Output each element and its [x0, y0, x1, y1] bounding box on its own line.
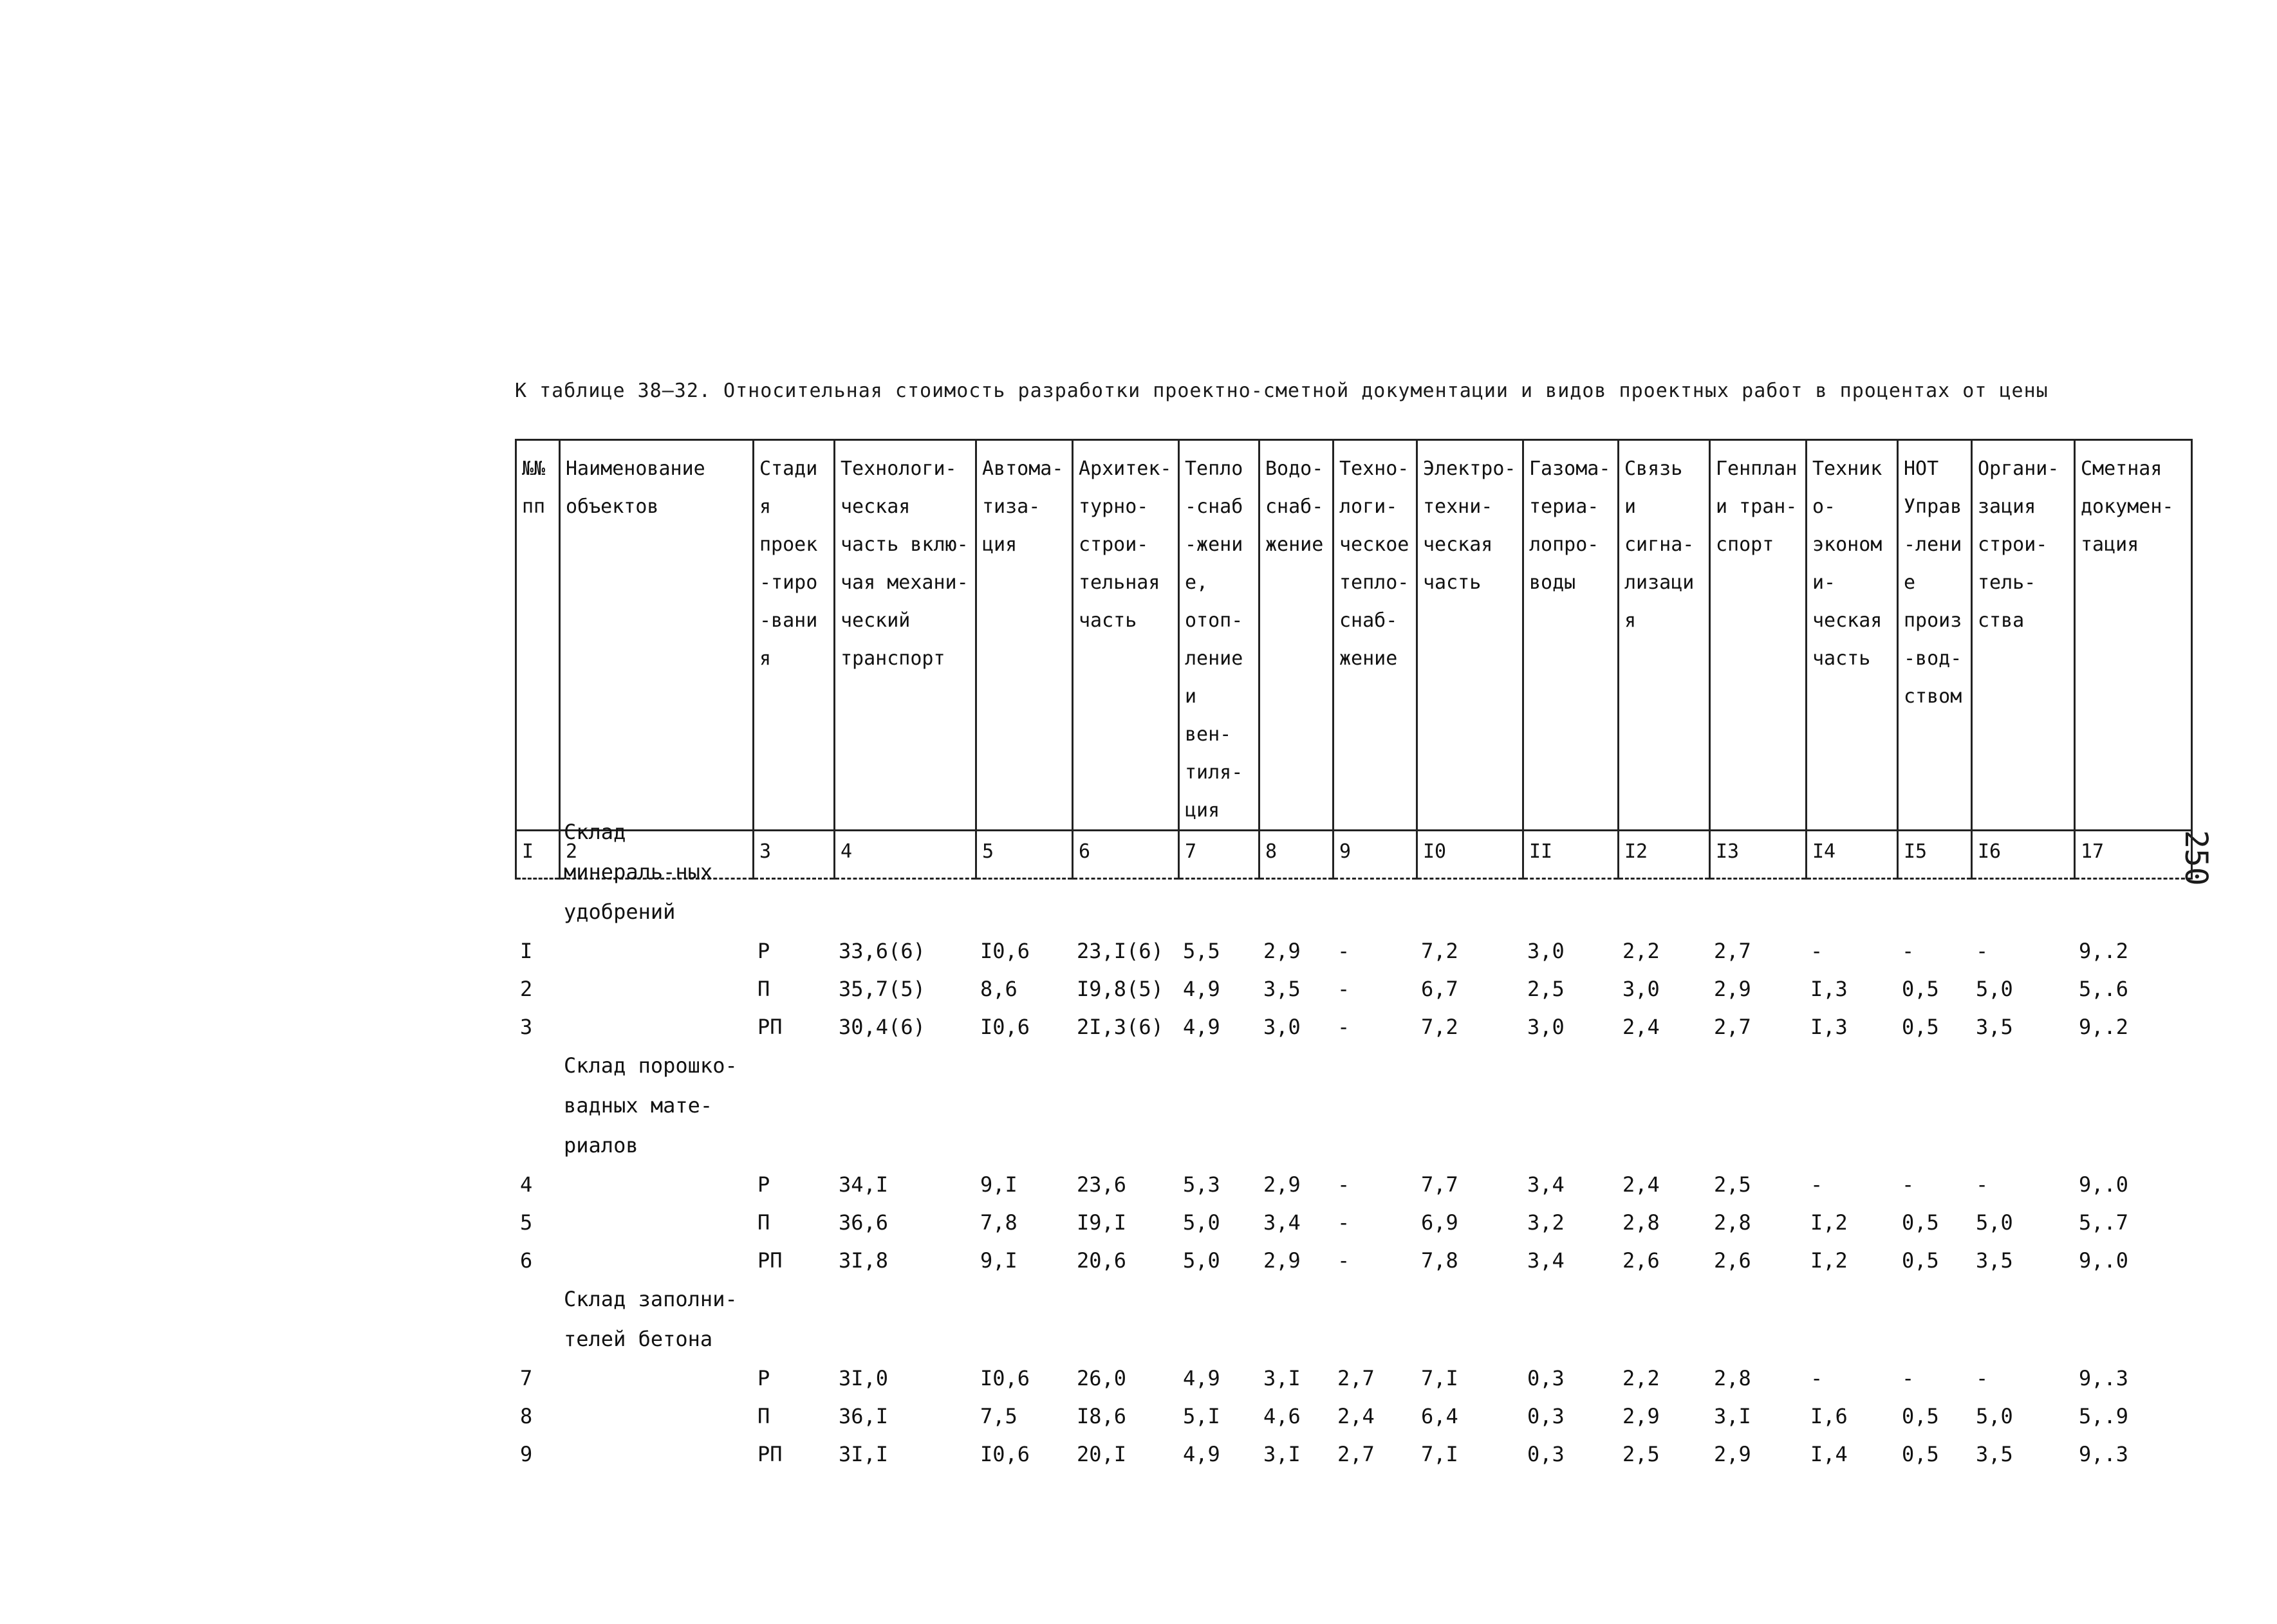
- value-cell: 2,5: [1527, 976, 1565, 1001]
- value-cell: 34,I: [839, 1172, 889, 1197]
- table-row: [515, 970, 2191, 1008]
- value-cell: 30,4(6): [839, 1014, 925, 1039]
- value-cell: 35,7(5): [839, 976, 925, 1001]
- value-cell: I0,6: [980, 1014, 1030, 1039]
- value-cell: 6,7: [1421, 976, 1458, 1001]
- value-cell: 0,5: [1902, 976, 1939, 1001]
- col-header-8: Водо-снаб-жение: [1259, 440, 1334, 831]
- value-cell: 4,6: [1263, 1403, 1301, 1428]
- value-cell: 5,5: [1183, 938, 1220, 963]
- value-cell: 9,.3: [2079, 1441, 2129, 1466]
- col-number-2: 2: [560, 831, 754, 879]
- table-row: [515, 1241, 2191, 1279]
- value-cell: 7,7: [1421, 1172, 1458, 1197]
- stage-cell: РП: [757, 1441, 783, 1466]
- col-number-11: II: [1523, 831, 1619, 879]
- value-cell: -: [1337, 1014, 1350, 1039]
- value-cell: 2,7: [1337, 1365, 1375, 1390]
- value-cell: 3,4: [1527, 1248, 1565, 1273]
- value-cell: -: [1976, 1172, 1989, 1197]
- value-cell: 5,.6: [2079, 976, 2129, 1001]
- data-table: [515, 812, 2191, 1473]
- col-header-11: Газома-териа-лопро-воды: [1523, 440, 1619, 831]
- stage-cell: П: [757, 1210, 770, 1235]
- table-row: [515, 1435, 2191, 1473]
- col-header-6: Архитек-турно-строи-тельная часть: [1073, 440, 1179, 831]
- object-name-cell: [559, 1008, 752, 1046]
- value-cell: 5,0: [1183, 1210, 1220, 1235]
- value-cell: 0,5: [1902, 1248, 1939, 1273]
- col-number-16: I6: [1972, 831, 2075, 879]
- value-cell: 5,.9: [2079, 1403, 2129, 1428]
- group-heading-row: [515, 1046, 2191, 1165]
- value-cell: 2,9: [1263, 1248, 1301, 1273]
- value-cell: 5,0: [1976, 1403, 2013, 1428]
- value-cell: I,3: [1810, 1014, 1848, 1039]
- value-cell: 0,3: [1527, 1441, 1565, 1466]
- value-cell: 3,4: [1263, 1210, 1301, 1235]
- value-cell: 9,.2: [2079, 1014, 2129, 1039]
- row-number: 8: [520, 1403, 533, 1428]
- col-number-10: I0: [1417, 831, 1523, 879]
- value-cell: -: [1337, 1248, 1350, 1273]
- stage-cell: Р: [757, 1172, 770, 1197]
- col-number-8: 8: [1259, 831, 1334, 879]
- value-cell: 3,0: [1527, 938, 1565, 963]
- col-number-14: I4: [1807, 831, 1898, 879]
- value-cell: 2,7: [1714, 1014, 1751, 1039]
- value-cell: 5,0: [1976, 1210, 2013, 1235]
- value-cell: I,2: [1810, 1210, 1848, 1235]
- value-cell: 23,6: [1077, 1172, 1127, 1197]
- col-number-9: 9: [1334, 831, 1417, 879]
- table-row: [515, 1165, 2191, 1203]
- value-cell: 0,5: [1902, 1210, 1939, 1235]
- value-cell: 2,4: [1337, 1403, 1375, 1428]
- stage-cell: П: [757, 1403, 770, 1428]
- col-header-4: Технологи-ческая часть вклю-чая механи-ческий транспорт: [835, 440, 976, 831]
- value-cell: I,2: [1810, 1248, 1848, 1273]
- group-heading-row: [515, 1279, 2191, 1359]
- col-header-15: НОТ Управ-ление произ-вод-ством: [1898, 440, 1972, 831]
- row-number: 5: [520, 1210, 533, 1235]
- value-cell: 3,5: [1263, 976, 1301, 1001]
- value-cell: I,3: [1810, 976, 1848, 1001]
- value-cell: -: [1337, 1172, 1350, 1197]
- value-cell: 7,2: [1421, 1014, 1458, 1039]
- group-spacer: [515, 812, 559, 932]
- col-number-17: 17: [2075, 831, 2192, 879]
- table-row: [515, 1397, 2191, 1435]
- value-cell: 9,I: [980, 1248, 1018, 1273]
- value-cell: 5,0: [1976, 976, 2013, 1001]
- value-cell: I,6: [1810, 1403, 1848, 1428]
- value-cell: 9,.2: [2079, 938, 2129, 963]
- value-cell: -: [1810, 1365, 1823, 1390]
- group-name: Склад минераль-ных удобрений: [564, 820, 713, 924]
- col-number-1: I: [516, 831, 560, 879]
- value-cell: -: [1902, 1365, 1915, 1390]
- value-cell: 8,6: [980, 976, 1018, 1001]
- value-cell: 3,5: [1976, 1248, 2013, 1273]
- value-cell: 3,2: [1527, 1210, 1565, 1235]
- row-number: 4: [520, 1172, 533, 1197]
- value-cell: 23,I(6): [1077, 938, 1164, 963]
- col-header-2: Наименование объектов: [560, 440, 754, 831]
- value-cell: 3I,8: [839, 1248, 889, 1273]
- value-cell: 3,0: [1527, 1014, 1565, 1039]
- value-cell: 2,5: [1714, 1172, 1751, 1197]
- object-name-cell: [559, 970, 752, 1008]
- value-cell: 2,2: [1622, 938, 1660, 963]
- col-header-9: Техно-логи-ческое тепло-снаб-жение: [1334, 440, 1417, 831]
- value-cell: 2,2: [1622, 1365, 1660, 1390]
- value-cell: 9,.0: [2079, 1248, 2129, 1273]
- value-cell: 7,8: [1421, 1248, 1458, 1273]
- value-cell: 3I,I: [839, 1441, 889, 1466]
- value-cell: 3,4: [1527, 1172, 1565, 1197]
- value-cell: 3,5: [1976, 1014, 2013, 1039]
- value-cell: 7,8: [980, 1210, 1018, 1235]
- object-name-cell: [559, 1397, 752, 1435]
- group-row-fill: [752, 1279, 2191, 1359]
- value-cell: 2,8: [1714, 1365, 1751, 1390]
- value-cell: I0,6: [980, 938, 1030, 963]
- row-number: 3: [520, 1014, 533, 1039]
- value-cell: 5,3: [1183, 1172, 1220, 1197]
- value-cell: 4,9: [1183, 976, 1220, 1001]
- value-cell: 2,7: [1714, 938, 1751, 963]
- col-header-16: Органи-зация строи-тель-ства: [1972, 440, 2075, 831]
- col-header-5: Автома-тиза-ция: [976, 440, 1073, 831]
- col-number-15: I5: [1898, 831, 1972, 879]
- row-number: 7: [520, 1365, 533, 1390]
- value-cell: 2I,3(6): [1077, 1014, 1164, 1039]
- col-header-14: Технико-экономи-ческая часть: [1807, 440, 1898, 831]
- value-cell: 0,3: [1527, 1403, 1565, 1428]
- value-cell: 4,9: [1183, 1365, 1220, 1390]
- value-cell: 2,8: [1714, 1210, 1751, 1235]
- col-number-3: 3: [754, 831, 835, 879]
- value-cell: 0,5: [1902, 1441, 1939, 1466]
- col-header-13: Генплан и тран-спорт: [1710, 440, 1807, 831]
- stage-cell: РП: [757, 1014, 783, 1039]
- col-header-10: Электро-техни-ческая часть: [1417, 440, 1523, 831]
- col-number-12: I2: [1619, 831, 1710, 879]
- table-row: [515, 1359, 2191, 1397]
- value-cell: 5,I: [1183, 1403, 1220, 1428]
- value-cell: 2,6: [1714, 1248, 1751, 1273]
- value-cell: 2,6: [1622, 1248, 1660, 1273]
- stage-cell: РП: [757, 1248, 783, 1273]
- value-cell: 2,8: [1622, 1210, 1660, 1235]
- value-cell: -: [1810, 938, 1823, 963]
- value-cell: -: [1902, 938, 1915, 963]
- value-cell: 2,9: [1263, 938, 1301, 963]
- col-header-12: Связь и сигна-лизация: [1619, 440, 1710, 831]
- value-cell: -: [1337, 1210, 1350, 1235]
- value-cell: 2,9: [1714, 1441, 1751, 1466]
- table-row: [515, 932, 2191, 970]
- value-cell: 36,6: [839, 1210, 889, 1235]
- object-name-cell: [559, 1359, 752, 1397]
- value-cell: 2,9: [1714, 976, 1751, 1001]
- object-name-cell: [559, 1165, 752, 1203]
- value-cell: I9,I: [1077, 1210, 1127, 1235]
- col-number-6: 6: [1073, 831, 1179, 879]
- value-cell: I0,6: [980, 1365, 1030, 1390]
- header-title-row: [516, 440, 2192, 831]
- value-cell: 2,9: [1263, 1172, 1301, 1197]
- value-cell: I9,8(5): [1077, 976, 1164, 1001]
- value-cell: 2,9: [1622, 1403, 1660, 1428]
- value-cell: 33,6(6): [839, 938, 925, 963]
- value-cell: 7,2: [1421, 938, 1458, 963]
- value-cell: 3,I: [1714, 1403, 1751, 1428]
- group-spacer: [515, 1046, 559, 1165]
- value-cell: 2,7: [1337, 1441, 1375, 1466]
- value-cell: I0,6: [980, 1441, 1030, 1466]
- value-cell: 0,5: [1902, 1014, 1939, 1039]
- row-number: 9: [520, 1441, 533, 1466]
- value-cell: 2,4: [1622, 1014, 1660, 1039]
- value-cell: I,4: [1810, 1441, 1848, 1466]
- value-cell: 0,3: [1527, 1365, 1565, 1390]
- table-row: [515, 1203, 2191, 1241]
- value-cell: 3,I: [1263, 1441, 1301, 1466]
- object-name-cell: [559, 1435, 752, 1473]
- value-cell: 3,0: [1263, 1014, 1301, 1039]
- object-name-cell: [559, 932, 752, 970]
- col-header-7: Тепло-снаб-жение, отоп-ление и вен-тиля-ция: [1179, 440, 1259, 831]
- value-cell: 7,I: [1421, 1365, 1458, 1390]
- value-cell: -: [1337, 976, 1350, 1001]
- value-cell: 2,5: [1622, 1441, 1660, 1466]
- value-cell: 7,5: [980, 1403, 1018, 1428]
- value-cell: 0,5: [1902, 1403, 1939, 1428]
- table-row: [515, 1008, 2191, 1046]
- col-number-7: 7: [1179, 831, 1259, 879]
- row-number: I: [520, 938, 533, 963]
- value-cell: 3,I: [1263, 1365, 1301, 1390]
- col-header-1: №№ пп: [516, 440, 560, 831]
- value-cell: 20,6: [1077, 1248, 1127, 1273]
- value-cell: 5,.7: [2079, 1210, 2129, 1235]
- col-number-13: I3: [1710, 831, 1807, 879]
- col-number-5: 5: [976, 831, 1073, 879]
- value-cell: -: [1976, 1365, 1989, 1390]
- group-row-fill: [752, 812, 2191, 932]
- value-cell: 4,9: [1183, 1014, 1220, 1039]
- page-number: 250: [2178, 830, 2214, 886]
- col-number-4: 4: [835, 831, 976, 879]
- group-heading-row: [515, 812, 2191, 932]
- value-cell: 9,.3: [2079, 1365, 2129, 1390]
- value-cell: 3I,0: [839, 1365, 889, 1390]
- value-cell: 26,0: [1077, 1365, 1127, 1390]
- value-cell: -: [1976, 938, 1989, 963]
- value-cell: -: [1902, 1172, 1915, 1197]
- group-row-fill: [752, 1046, 2191, 1165]
- stage-cell: Р: [757, 1365, 770, 1390]
- value-cell: 9,I: [980, 1172, 1018, 1197]
- value-cell: 5,0: [1183, 1248, 1220, 1273]
- value-cell: 36,I: [839, 1403, 889, 1428]
- value-cell: 3,0: [1622, 976, 1660, 1001]
- row-number: 2: [520, 976, 533, 1001]
- value-cell: 6,4: [1421, 1403, 1458, 1428]
- value-cell: -: [1337, 938, 1350, 963]
- group-name: Склад порошко-вадных мате-риалов: [564, 1053, 738, 1158]
- value-cell: 6,9: [1421, 1210, 1458, 1235]
- row-number: 6: [520, 1248, 533, 1273]
- value-cell: 2,4: [1622, 1172, 1660, 1197]
- value-cell: 4,9: [1183, 1441, 1220, 1466]
- object-name-cell: [559, 1203, 752, 1241]
- stage-cell: П: [757, 976, 770, 1001]
- object-name-cell: [559, 1241, 752, 1279]
- value-cell: 7,I: [1421, 1441, 1458, 1466]
- table-caption: К таблице 38—32. Относительная стоимость разработки проектно-сметной документации и видов проектных работ в процентах от цены: [515, 380, 2049, 402]
- group-name: Склад заполни-телей бетона: [564, 1287, 738, 1351]
- value-cell: 3,5: [1976, 1441, 2013, 1466]
- value-cell: -: [1810, 1172, 1823, 1197]
- value-cell: 20,I: [1077, 1441, 1127, 1466]
- stage-cell: Р: [757, 938, 770, 963]
- group-spacer: [515, 1279, 559, 1359]
- col-header-3: Стадия проек-тиро-вания: [754, 440, 835, 831]
- col-header-17: Сметная докумен-тация: [2075, 440, 2192, 831]
- value-cell: I8,6: [1077, 1403, 1127, 1428]
- value-cell: 9,.0: [2079, 1172, 2129, 1197]
